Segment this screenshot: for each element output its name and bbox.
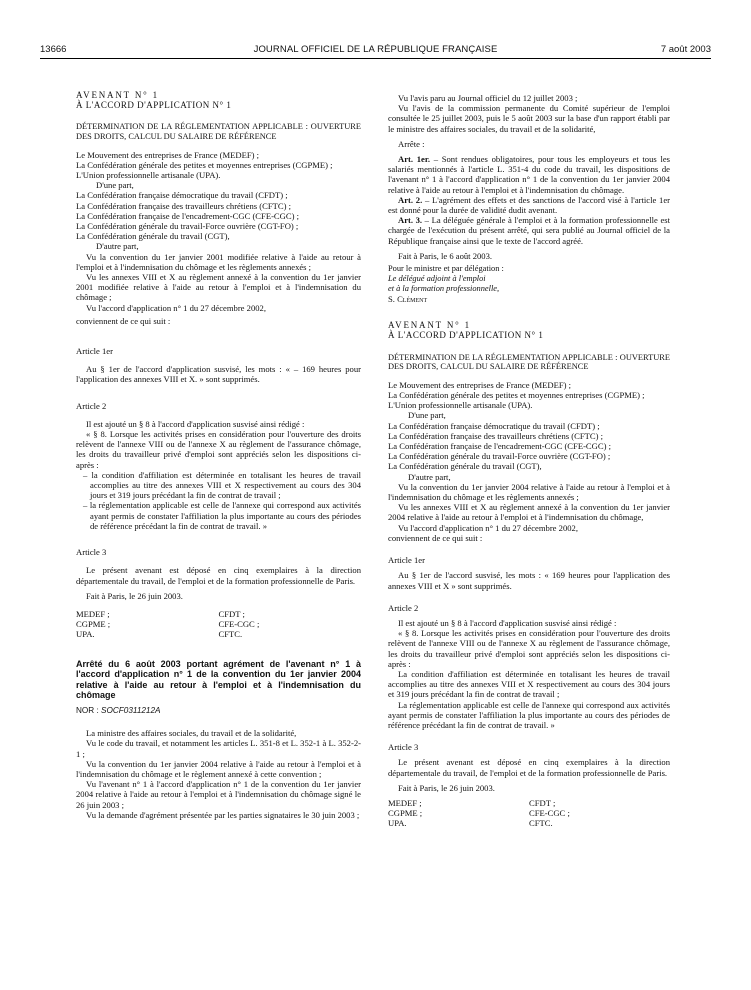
- article-2-paragraph-8: « § 8. Lorsque les activités prises en considération pour l'ouverture des droits relèvent de l'annexe VIII ou de l'annexe X au règlement de l'assurance chômage, les droits du travailleur privé d'emploi sont appréciés selon les dispositions ci-après :: [76, 429, 361, 470]
- article-text: – La déléguée générale à l'emploi et à la formation professionnelle est chargée de l'exécution du présent arrêté, qui sera publié au Journal officiel de la République française ainsi que le texte de l'accord agréé.: [388, 215, 670, 246]
- signatory: UPA.: [388, 817, 407, 828]
- party: Le Mouvement des entreprises de France (MEDEF) ;: [76, 149, 260, 160]
- vu-clause: Vu la convention du 1er janvier 2001 modifiée relative à l'aide au retour à l'emploi et à l'indemnisation du chômage et les règlements annexés ;: [76, 251, 361, 272]
- signatory: CFE-CGC ;: [529, 807, 570, 818]
- article-1-text: Au § 1er de l'accord susvisé, les mots : « 169 heures pour l'application des annexes VIII et X » sont supprimés.: [388, 570, 670, 591]
- accord-title: À L'ACCORD D'APPLICATION N° 1: [388, 330, 544, 341]
- fait-a-paris: Fait à Paris, le 26 juin 2003.: [398, 782, 495, 793]
- vu-clause: Vu les annexes VIII et X au règlement annexé à la convention du 1er janvier 2001 modifiée relative à l'aide au retour à l'emploi et à l'indemnisation du chômage ;: [76, 272, 361, 303]
- party: La Confédération française démocratique du travail (CFDT) ;: [76, 190, 288, 201]
- dautre-part: D'autre part,: [408, 471, 451, 482]
- party: La Confédération générale des petites et moyennes entreprises (CGPME) ;: [388, 390, 645, 401]
- parties-b: [388, 421, 670, 472]
- arrete-word: Arrête :: [398, 138, 425, 149]
- signatory: CFDT ;: [218, 608, 245, 619]
- article-text: – L'agrément des effets et des sanctions de l'accord visé à l'article 1er est donné pour la durée de validité dudit avenant.: [388, 194, 671, 216]
- determination-heading: DÉTERMINATION DE LA RÉGLEMENTATION APPLICABLE : OUVERTURE DES DROITS, CALCUL DU SALAIRE DE RÉFÉRENCE: [76, 122, 361, 141]
- party: La Confédération française des travailleurs chrétiens (CFTC) ;: [76, 200, 292, 211]
- table-row: [76, 619, 361, 629]
- vu-clause: Vu la convention du 1er janvier 2004 relative à l'aide au retour à l'emploi et à l'indemnisation du chômage et les règlements annexés ;: [388, 481, 670, 503]
- signature-line: Le délégué adjoint à l'emploi: [388, 274, 486, 284]
- article-2-paragraph: La condition d'affiliation est déterminée en totalisant les heures de travail accomplies au titre des annexes VIII et X respectivement au cours des 304 jours et 319 jours précédant la fin de contrat de travail ;: [388, 668, 670, 700]
- table-row: [76, 609, 361, 619]
- signatory: CFDT ;: [529, 797, 556, 808]
- dune-part: D'une part,: [408, 410, 446, 421]
- arrete-article-1: [388, 154, 670, 195]
- article-3-text: Le présent avenant est déposé en cinq exemplaires à la direction départementale du travail, de l'emploi et de la formation professionnelle de Paris.: [76, 565, 361, 586]
- party: Le Mouvement des entreprises de France (MEDEF) ;: [388, 379, 572, 390]
- party: La Confédération française des travailleurs chrétiens (CFTC) ;: [388, 430, 604, 441]
- article-3-heading: Article 3: [76, 547, 107, 558]
- party: La Confédération générale du travail (CGT),: [388, 461, 542, 472]
- table-row: [388, 818, 670, 828]
- arrete-title: Arrêté du 6 août 2003 portant agrément de l'avenant n° 1 à l'accord d'application n° 1 de la convention du 1er janvier 2004 relative à l'aide au retour à l'emploi et à l'indemnisation du chômage: [76, 658, 361, 701]
- party: L'Union professionnelle artisanale (UPA).: [388, 400, 533, 411]
- parties-a: [76, 150, 361, 181]
- nor-code: SOCF0311212A: [101, 705, 161, 715]
- party: L'Union professionnelle artisanale (UPA).: [76, 170, 221, 180]
- party: La Confédération générale du travail-Force ouvrière (CGT-FO) ;: [388, 451, 611, 462]
- article-2-bullet: – la réglementation applicable est celle de l'annexe qui correspond aux activités ayant permis de constater l'affiliation la plus importante au cours des périodes de référence précédant la fin de contrat de travail. »: [83, 500, 361, 531]
- article-2-heading: Article 2: [76, 400, 107, 411]
- article-3-heading: Article 3: [388, 742, 419, 753]
- parties-a: [388, 380, 670, 411]
- party: La Confédération générale des petites et moyennes entreprises (CGPME) ;: [76, 159, 333, 170]
- signatory: CFTC.: [218, 628, 243, 639]
- dune-part: D'une part,: [96, 180, 134, 191]
- vu-clause: Vu la convention du 1er janvier 2004 relative à l'aide au retour à l'emploi et à l'indemnisation du chômage et le règlement annexé à cette convention ;: [76, 758, 361, 779]
- arrete-article-2: [388, 195, 670, 215]
- article-2-intro: Il est ajouté un § 8 à l'accord d'application susvisé ainsi rédigé :: [398, 617, 617, 628]
- table-row: [388, 808, 670, 818]
- signatory: CFTC.: [529, 817, 553, 828]
- vu-clause: Vu l'avis paru au Journal officiel du 12 juillet 2003 ;: [398, 93, 578, 103]
- avenant-title: AVENANT N° 1: [76, 90, 159, 100]
- nor-label: NOR :: [76, 705, 99, 715]
- table-row: [388, 798, 670, 808]
- vu-clause: Vu l'avis de la commission permanente du Comité supérieur de l'emploi consultée le 25 juillet 2003, puis le 5 août 2003 sur la base d'un rapport établi par le ministre des affaires sociales, du travail et de la solidarité,: [388, 103, 670, 134]
- ministre: La ministre des affaires sociales, du travail et de la solidarité,: [86, 728, 297, 739]
- article-1-heading: Article 1er: [388, 555, 425, 566]
- article-2-heading: Article 2: [388, 602, 419, 613]
- signatory: MEDEF ;: [76, 608, 110, 619]
- page-header: [40, 44, 711, 59]
- signatory: CGPME ;: [76, 618, 111, 629]
- accord-title: À L'ACCORD D'APPLICATION N° 1: [76, 100, 232, 111]
- article-label: Art. 2.: [398, 194, 423, 205]
- article-3-text: Le présent avenant est déposé en cinq exemplaires à la direction départementale du travail, de l'emploi et de la formation professionnelle de Paris.: [388, 757, 670, 778]
- table-row: [76, 629, 361, 639]
- fait-a-paris: Fait à Paris, le 26 juin 2003.: [86, 590, 183, 601]
- signatory: MEDEF ;: [388, 797, 422, 808]
- vu-clause: Vu le code du travail, et notamment les articles L. 351-8 et L. 352-1 à L. 352-2-1 ;: [76, 738, 361, 759]
- signatory: CGPME ;: [388, 807, 423, 818]
- party: La Confédération française démocratique du travail (CFDT) ;: [388, 420, 600, 431]
- party: La Confédération générale du travail (CGT),: [76, 231, 230, 242]
- signatory: CFE-CGC ;: [218, 618, 260, 629]
- party: La Confédération française de l'encadrement-CGC (CFE-CGC) ;: [388, 441, 612, 452]
- party: La Confédération française de l'encadrement-CGC (CFE-CGC) ;: [76, 210, 300, 221]
- page-number: 13666: [40, 44, 67, 55]
- signature-line: et à la formation professionnelle,: [388, 284, 500, 294]
- nor-reference: [76, 706, 361, 716]
- vu-clause: Vu l'accord d'application n° 1 du 27 décembre 2002,: [398, 522, 578, 533]
- signature-name: S. Clément: [388, 294, 428, 305]
- signatory: UPA.: [76, 628, 95, 639]
- fait-a-paris: Fait à Paris, le 6 août 2003.: [398, 250, 493, 261]
- article-2-paragraph: La réglementation applicable est celle de l'annexe qui correspond aux activités ayant permis de constater l'affiliation la plus importante au cours des périodes de référence précédant la fin de contrat de travail. »: [388, 699, 670, 730]
- conviennent: conviennent de ce qui suit :: [76, 315, 171, 326]
- journal-title: JOURNAL OFFICIEL DE LA RÉPUBLIQUE FRANÇAISE: [253, 44, 498, 55]
- left-column: [76, 90, 361, 820]
- right-column: [388, 93, 670, 828]
- arrete-article-3: [388, 215, 670, 246]
- vu-clause: Vu la demande d'agrément présentée par les parties signataires le 30 juin 2003 ;: [86, 809, 360, 820]
- dautre-part: D'autre part,: [96, 241, 139, 252]
- signatories-table: [388, 798, 670, 828]
- issue-date: 7 août 2003: [660, 44, 711, 55]
- vu-clause: Vu l'accord d'application n° 1 du 27 décembre 2002,: [86, 302, 266, 313]
- article-label: Art. 3.: [398, 215, 423, 226]
- vu-clause: Vu l'avenant n° 1 à l'accord d'application n° 1 de la convention du 1er janvier 2004 relative à l'aide au retour à l'emploi et à l'indemnisation du chômage signé le 26 juin 2003 ;: [76, 779, 361, 810]
- article-2-bullet: – la condition d'affiliation est déterminée en totalisant les heures de travail accomplies au titre des annexes VIII et X respectivement au cours des 304 jours et 319 jours précédant la fin de contrat de travail ;: [83, 469, 361, 501]
- signatories-table: [76, 609, 361, 639]
- conviennent: conviennent de ce qui suit :: [388, 532, 483, 543]
- article-2-intro: Il est ajouté un § 8 à l'accord d'application susvisé ainsi rédigé :: [86, 418, 305, 429]
- party: La Confédération générale du travail-Force ouvrière (CGT-FO) ;: [76, 221, 299, 232]
- parties-b: [76, 190, 361, 241]
- article-2-paragraph-8: « § 8. Lorsque les activités prises en considération pour l'ouverture des droits relèvent de l'annexe VIII ou de l'annexe X au règlement de l'assurance chômage, les droits du travailleur privé d'emploi sont appréciés selon les dispositions ci-après :: [388, 628, 670, 669]
- signature-line: Pour le ministre et par délégation :: [388, 264, 504, 274]
- article-label: Art. 1er.: [398, 154, 431, 165]
- avenant-title: AVENANT N° 1: [388, 320, 471, 331]
- article-text: – Sont rendues obligatoires, pour tous les employeurs et tous les salariés mentionnés à l'article L. 351-4 du code du travail, les dispositions de l'avenant n° 1 à l'accord d'application n° 1 de la convention du 1er janvier 2004 relative à l'aide au retour à l'emploi et à l'indemnisation du chômage.: [388, 154, 670, 195]
- article-1-heading: Article 1er: [76, 346, 113, 357]
- article-1-text: Au § 1er de l'accord d'application susvisé, les mots : « – 169 heures pour l'application des annexes VIII et X. » sont supprimés.: [76, 364, 361, 385]
- determination-heading: DÉTERMINATION DE LA RÉGLEMENTATION APPLICABLE : OUVERTURE DES DROITS, CALCUL DU SALAIRE DE RÉFÉRENCE: [388, 352, 670, 372]
- vu-clause: Vu les annexes VIII et X au règlement annexé à la convention du 1er janvier 2004 relative à l'aide au retour à l'emploi et à l'indemnisation du chômage,: [388, 502, 670, 523]
